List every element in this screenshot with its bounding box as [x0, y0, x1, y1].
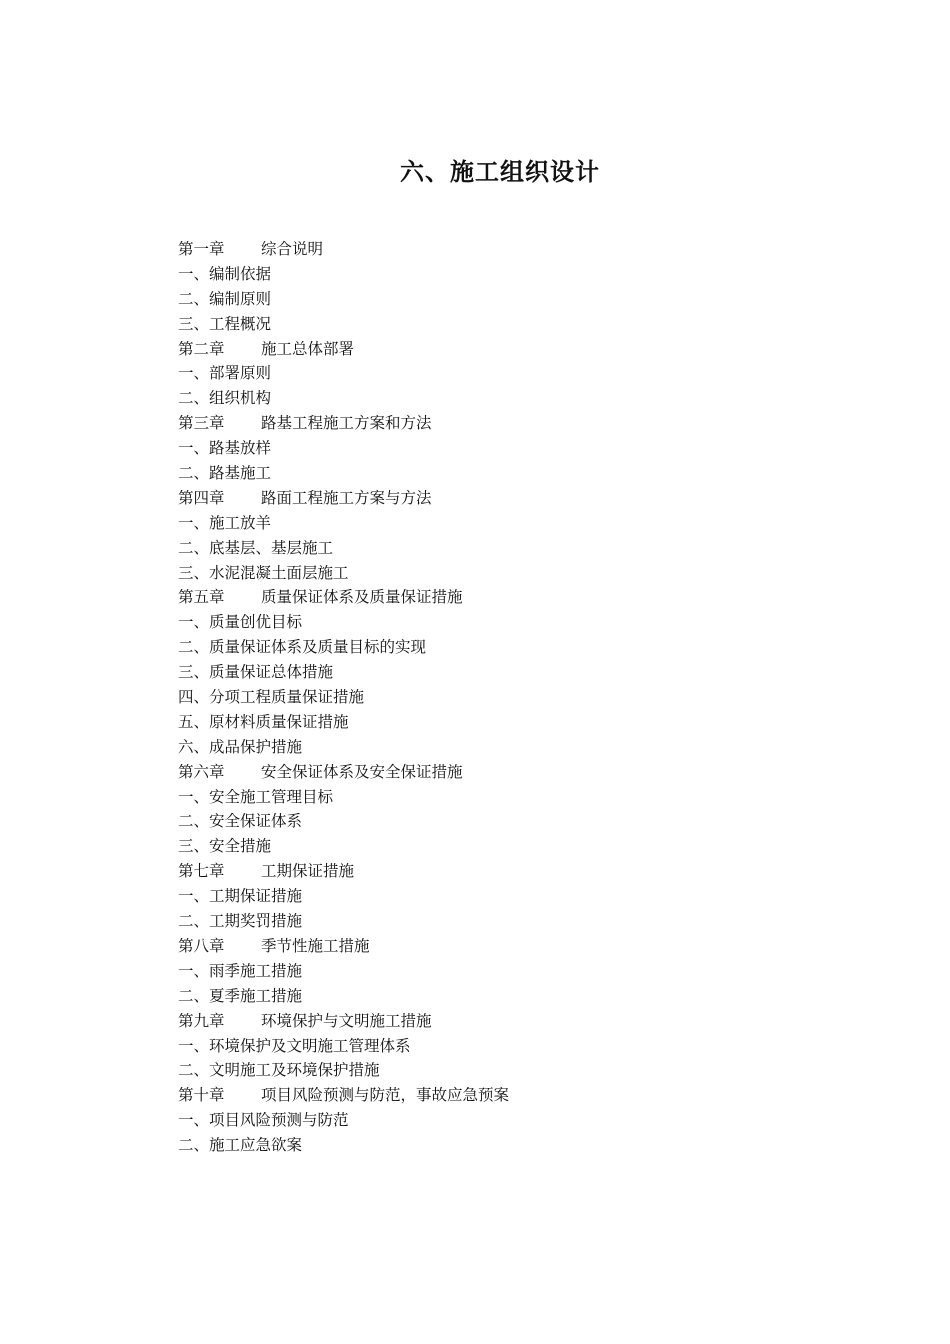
toc-section-item: 三、水泥混凝土面层施工 [178, 563, 349, 582]
chapter-number: 第二章 [178, 339, 225, 358]
toc-section-item: 二、路基施工 [178, 464, 272, 483]
page-title: 六、施工组织设计 [400, 158, 600, 186]
toc-section-item: 二、质量保证体系及质量目标的实现 [178, 638, 427, 657]
toc-section-item: 二、组织机构 [178, 389, 272, 408]
toc-chapter-heading [178, 934, 509, 959]
chapter-number: 第一章 [178, 240, 225, 258]
toc-section-item: 一、环境保护及文明施工管理体系 [178, 1036, 411, 1055]
table-of-contents [178, 237, 509, 1158]
toc-section-item: 一、质量创优目标 [178, 613, 303, 632]
chapter-number: 第七章 [178, 862, 225, 881]
toc-chapter-heading [178, 1083, 509, 1108]
chapter-title: 工期保证措施 [261, 862, 355, 881]
chapter-number: 第九章 [178, 1011, 225, 1030]
toc-section-item: 二、编制原则 [178, 289, 272, 308]
chapter-title: 环境保护与文明施工措施 [261, 1011, 432, 1030]
chapter-title: 路面工程施工方案与方法 [261, 488, 432, 507]
toc-section-item: 一、工期保证措施 [178, 887, 303, 906]
chapter-number: 第三章 [178, 414, 225, 433]
toc-section-item: 一、路基放样 [178, 439, 272, 458]
chapter-title: 季节性施工措施 [261, 936, 370, 955]
toc-section-item: 五、原材料质量保证措施 [178, 712, 349, 731]
toc-section-item: 二、安全保证体系 [178, 812, 303, 831]
toc-chapter-heading [178, 1009, 509, 1034]
toc-chapter-heading [178, 237, 509, 262]
toc-chapter-heading [178, 337, 509, 362]
chapter-title: 综合说明 [261, 240, 324, 258]
toc-section-item: 二、工期奖罚措施 [178, 912, 303, 931]
toc-section-item: 二、夏季施工措施 [178, 986, 303, 1005]
toc-section-item: 一、安全施工管理目标 [178, 787, 334, 806]
chapter-number: 第四章 [178, 488, 225, 507]
toc-chapter-heading [178, 411, 509, 436]
toc-section-item: 二、底基层、基层施工 [178, 538, 334, 557]
chapter-number: 第八章 [178, 936, 225, 955]
chapter-title: 施工总体部署 [261, 339, 355, 358]
chapter-title: 安全保证体系及安全保证措施 [261, 762, 463, 781]
toc-section-item: 三、工程概况 [178, 314, 272, 333]
chapter-number: 第六章 [178, 762, 225, 781]
chapter-number: 第十章 [178, 1086, 225, 1105]
chapter-number: 第五章 [178, 588, 225, 607]
toc-section-item: 四、分项工程质量保证措施 [178, 688, 365, 707]
toc-section-item: 一、编制依据 [178, 264, 272, 283]
toc-chapter-heading [178, 859, 509, 884]
toc-section-item: 一、施工放羊 [178, 513, 272, 532]
chapter-title: 项目风险预测与防范，事故应急预案 [261, 1086, 510, 1105]
toc-chapter-heading [178, 760, 509, 785]
toc-section-item: 六、成品保护措施 [178, 737, 303, 756]
toc-section-item: 二、施工应急欲案 [178, 1136, 303, 1155]
toc-section-item: 三、安全措施 [178, 837, 272, 856]
toc-section-item: 二、文明施工及环境保护措施 [178, 1061, 380, 1080]
toc-chapter-heading [178, 585, 509, 610]
toc-section-item: 一、项目风险预测与防范 [178, 1111, 349, 1130]
chapter-title: 质量保证体系及质量保证措施 [261, 588, 463, 607]
toc-section-item: 一、部署原则 [178, 364, 272, 383]
toc-chapter-heading [178, 486, 509, 511]
chapter-title: 路基工程施工方案和方法 [261, 414, 432, 433]
toc-section-item: 一、雨季施工措施 [178, 961, 303, 980]
toc-section-item: 三、质量保证总体措施 [178, 663, 334, 682]
